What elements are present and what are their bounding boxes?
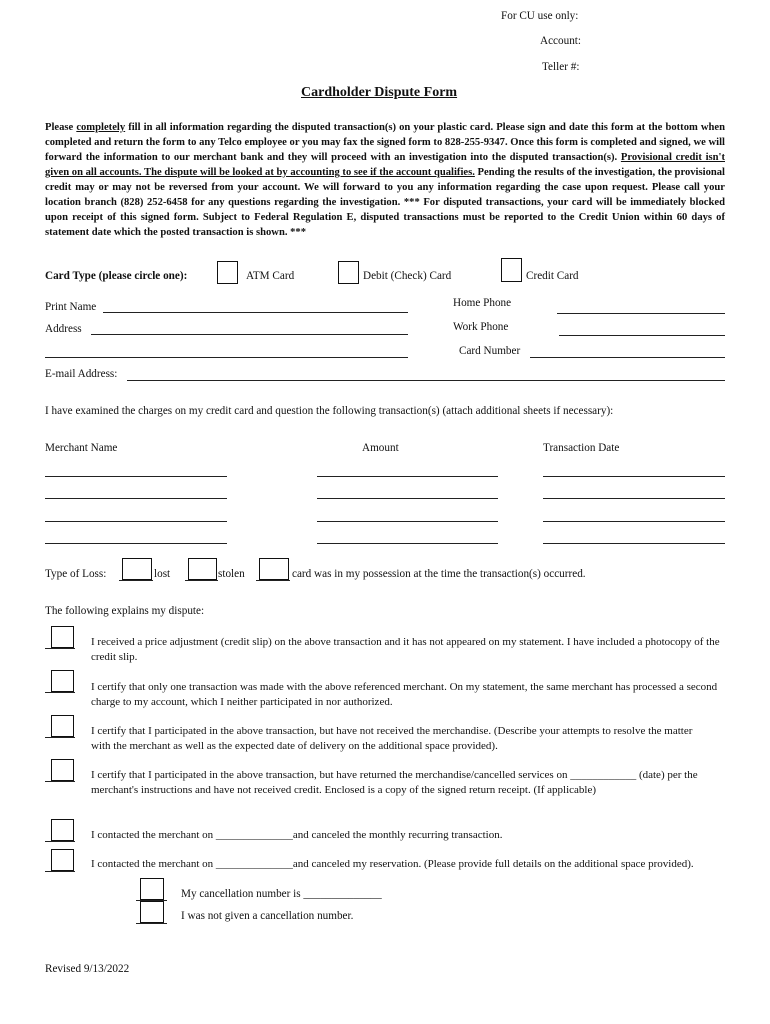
lost-label: lost xyxy=(154,568,171,580)
explains-label: The following explains my dispute: xyxy=(45,605,205,617)
reason-4-checkbox[interactable] xyxy=(51,759,74,781)
work-phone-field[interactable] xyxy=(559,335,725,336)
date-field-4[interactable] xyxy=(543,543,725,544)
atm-card-label: ATM Card xyxy=(246,270,295,282)
reason-2-underline xyxy=(45,692,75,693)
no-cancel-number-underline xyxy=(136,923,167,924)
merchant-field-4[interactable] xyxy=(45,543,227,544)
cancel-number-text: My cancellation number is ______________ xyxy=(181,888,382,900)
stolen-label: stolen xyxy=(218,568,245,580)
amount-field-2[interactable] xyxy=(317,498,498,499)
reason-6-text: I contacted the merchant on ______________and canceled my reservation. (Please provide full details on the additional space provided). xyxy=(91,858,694,870)
credit-card-label: Credit Card xyxy=(526,270,579,282)
address-field-line-2[interactable] xyxy=(45,357,408,358)
merchant-field-3[interactable] xyxy=(45,521,227,522)
home-phone-field[interactable] xyxy=(557,313,725,314)
reason-1-text: I received a price adjustment (credit slip) on the above transaction and it has not appeared on my statement. I have included a photocopy of the credit slip. xyxy=(91,636,720,663)
merchant-name-header: Merchant Name xyxy=(45,442,118,454)
reason-2-checkbox[interactable] xyxy=(51,670,74,692)
address-label: Address xyxy=(45,323,82,335)
amount-header: Amount xyxy=(362,442,399,454)
merchant-field-2[interactable] xyxy=(45,498,227,499)
reason-3-checkbox[interactable] xyxy=(51,715,74,737)
form-title: Cardholder Dispute Form xyxy=(301,85,458,100)
amount-field-3[interactable] xyxy=(317,521,498,522)
lost-checkbox[interactable] xyxy=(122,558,152,580)
no-cancel-number-text: I was not given a cancellation number. xyxy=(181,910,354,922)
atm-card-checkbox[interactable] xyxy=(217,261,238,284)
print-name-label: Print Name xyxy=(45,301,97,313)
cu-use-header: For CU use only: xyxy=(501,10,579,22)
debit-card-label: Debit (Check) Card xyxy=(363,270,452,282)
reason-3-underline xyxy=(45,737,75,738)
reason-3-text: I certify that I participated in the above transaction, but have not received the merchandise. (Describe your attempts to resolve the matter with the merchant as well as the expected date of delivery on the additional space provided). xyxy=(91,725,693,752)
reason-6-checkbox[interactable] xyxy=(51,849,74,871)
amount-field-4[interactable] xyxy=(317,543,498,544)
merchant-field-1[interactable] xyxy=(45,476,227,477)
date-field-1[interactable] xyxy=(543,476,725,477)
email-label: E-mail Address: xyxy=(45,368,118,380)
reason-4-underline xyxy=(45,781,75,782)
revised-date: Revised 9/13/2022 xyxy=(45,963,130,975)
work-phone-label: Work Phone xyxy=(453,321,509,333)
cu-account-label: Account: xyxy=(540,35,582,47)
home-phone-label: Home Phone xyxy=(453,297,512,309)
card-type-label: Card Type (please circle one): xyxy=(45,270,188,282)
debit-card-checkbox[interactable] xyxy=(338,261,359,284)
reason-1-underline xyxy=(45,648,75,649)
reason-1-checkbox[interactable] xyxy=(51,626,74,648)
transaction-date-header: Transaction Date xyxy=(543,442,620,454)
lost-underline xyxy=(119,580,153,581)
credit-card-checkbox[interactable] xyxy=(501,258,522,282)
intro-paragraph: Please completely fill in all information regarding the disputed transaction(s) on your plastic card. Please sign and date this form at the bottom when completed and return the form to any Telco employee or you may fax the signed form to 828-255-9347. Once this form is completed and signed, we will forward the information to our merchant bank and they will proceed with an investigation into the disputed transaction(s). Provisional credit isn't given on all accounts. The dispute will be looked at by accounting to see if the account qualifies. Pending the results of the investigation, the provisional credit may or may not be reversed from your account. We will forward to you any information regarding the case upon request. Please call your location branch (828) 252-6458 for any questions regarding the investigation. *** For disputed transactions, your card will be immediately blocked upon receipt of this signed form. Subject to Federal Regulation E, disputed transactions must be reported to the Credit Union within 60 days of statement date which the posted transaction is shown. *** xyxy=(45,122,726,238)
amount-field-1[interactable] xyxy=(317,476,498,477)
cancel-number-checkbox[interactable] xyxy=(140,878,164,900)
date-field-2[interactable] xyxy=(543,498,725,499)
possession-checkbox[interactable] xyxy=(259,558,289,580)
address-field[interactable] xyxy=(91,334,408,335)
stolen-checkbox[interactable] xyxy=(188,558,217,580)
possession-underline xyxy=(256,580,290,581)
examined-statement: I have examined the charges on my credit card and question the following transaction(s) (attach additional sheets if necessary): xyxy=(45,405,614,417)
date-field-3[interactable] xyxy=(543,521,725,522)
type-of-loss-label: Type of Loss: xyxy=(45,568,107,580)
no-cancel-number-checkbox[interactable] xyxy=(140,901,164,923)
reason-5-underline xyxy=(45,841,75,842)
reason-6-underline xyxy=(45,871,75,872)
card-number-label: Card Number xyxy=(459,345,521,357)
reason-5-text: I contacted the merchant on ______________and canceled the monthly recurring transaction. xyxy=(91,829,503,841)
print-name-field[interactable] xyxy=(103,312,408,313)
email-field[interactable] xyxy=(127,380,725,381)
reason-2-text: I certify that only one transaction was made with the above referenced merchant. On my statement, the same merchant has processed a second charge to my account, which I neither participated in nor authorized. xyxy=(91,681,718,708)
reason-4-text: I certify that I participated in the above transaction, but have returned the merchandise/cancelled services on ____________ (date) per the merchant's instructions and have not received credit. Enclosed is a copy of the signed return receipt. (If applicable) xyxy=(91,769,698,796)
card-number-field[interactable] xyxy=(530,357,725,358)
cu-teller-label: Teller #: xyxy=(542,61,580,73)
reason-5-checkbox[interactable] xyxy=(51,819,74,841)
possession-label: card was in my possession at the time the transaction(s) occurred. xyxy=(292,568,586,580)
stolen-underline xyxy=(185,580,218,581)
